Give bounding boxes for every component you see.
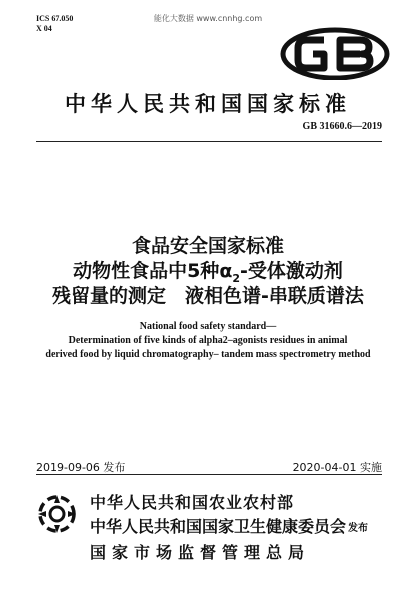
publish-label: 发布 [348, 523, 368, 534]
issue-date: 2019-09-06 发布 [36, 461, 126, 474]
issuer-line1: 中华人民共和国农业农村部 [90, 493, 295, 512]
implementation-date: 2020-04-01 实施 [292, 461, 382, 474]
issuer-line3: 国家市场监督管理总局 [90, 543, 311, 562]
national-standard-title: 中华人民共和国国家标准 [65, 92, 351, 116]
cn-title-line2-post: -受体激动剂 [240, 260, 343, 282]
en-title-line3: derived food by liquid chromatography– tandem mass spectrometry method [45, 349, 371, 360]
cn-title-line1: 食品安全国家标准 [131, 235, 284, 257]
issuer-emblem-icon [36, 493, 78, 535]
class-code: X 04 [36, 24, 52, 33]
issuer-line2: 中华人民共和国国家卫生健康委员会 [90, 517, 347, 536]
alpha-subscript: 2 [232, 271, 241, 285]
bottom-divider [36, 474, 382, 475]
en-title-line2: Determination of five kinds of alpha2–agonists residues in animal [68, 335, 348, 346]
en-title-line1: National food safety standard— [139, 321, 277, 332]
alpha-symbol: α [219, 260, 233, 282]
cn-title-line3: 残留量的测定 液相色谱-串联质谱法 [52, 285, 364, 307]
watermark-text: 能化大数据 www.cnnhg.com [153, 14, 263, 23]
top-divider [36, 141, 382, 142]
cn-title-line2-pre: 动物性食品中5种 [73, 260, 220, 282]
ics-code: ICS 67.050 [36, 14, 74, 23]
standard-code: GB 31660.6—2019 [302, 121, 382, 132]
gb-logo [280, 24, 390, 80]
